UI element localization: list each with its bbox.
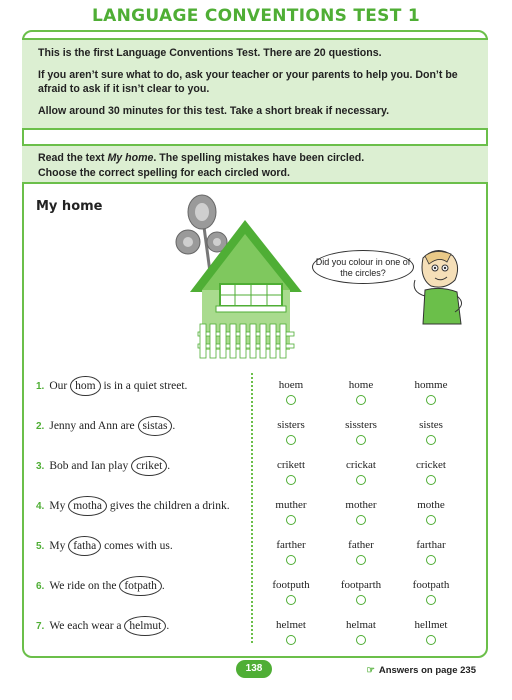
question-number: 3.: [36, 461, 45, 472]
intro-line-3: Allow around 30 minutes for this test. Take a short break if necessary.: [38, 105, 390, 117]
intro-panel: [22, 38, 488, 130]
page-title: LANGUAGE CONVENTIONS TEST 1: [92, 6, 420, 26]
answer-option: [396, 498, 466, 525]
question-text-before: Bob and Ian play: [49, 460, 129, 472]
intro-line-2: If you aren’t sure what to do, ask your teacher or your parents to help you. Don’t be afraid to ask if it isn’t clear to you.: [38, 69, 458, 95]
answer-option-label: cricket: [416, 459, 446, 471]
question-text-after: is in a quiet street.: [103, 380, 188, 392]
answer-option: [396, 578, 466, 605]
answer-option: [256, 378, 326, 405]
answer-option-label: sissters: [345, 419, 377, 431]
answer-option-label: sisters: [277, 419, 305, 431]
question-5: [36, 534, 173, 558]
answer-option-label: footparth: [340, 579, 382, 591]
answer-option: [396, 378, 466, 405]
circled-misspelled-word: criket: [131, 456, 167, 476]
question-number: 1.: [36, 381, 45, 392]
column-divider: [251, 373, 253, 643]
question-number: 2.: [36, 421, 45, 432]
answer-option: [396, 538, 466, 565]
question-text-after: .: [161, 580, 165, 592]
question-text-after: .: [172, 420, 176, 432]
answer-option: [326, 378, 396, 405]
circled-misspelled-word: fotpath: [119, 576, 162, 596]
answer-option-label: footpath: [412, 579, 450, 591]
house-illustration: [170, 192, 310, 362]
speech-bubble: Did you colour in one of the circles?: [312, 250, 414, 284]
page-number: 138: [236, 660, 272, 678]
answer-radio-circle[interactable]: [426, 595, 436, 605]
question-text-after: comes with us.: [104, 540, 173, 552]
answer-radio-circle[interactable]: [426, 475, 436, 485]
answer-option: [396, 618, 466, 645]
intro-line-1: This is the first Language Conventions Test. There are 20 questions.: [38, 47, 382, 59]
answer-option-label: farthar: [416, 539, 446, 551]
answer-option: [396, 458, 466, 485]
answer-option-label: mothe: [417, 499, 445, 511]
circled-misspelled-word: hom: [70, 376, 100, 396]
question-text-before: We each wear a: [49, 620, 122, 632]
answer-option: [396, 418, 466, 445]
answer-option-label: hellmet: [414, 619, 448, 631]
answer-radio-circle[interactable]: [426, 435, 436, 445]
answer-option: [256, 418, 326, 445]
instr-text-italic: My home: [107, 152, 154, 164]
question-7: [36, 614, 169, 638]
answer-option: [326, 458, 396, 485]
answer-radio-circle[interactable]: [356, 595, 366, 605]
answer-radio-circle[interactable]: [426, 555, 436, 565]
question-2: [36, 414, 175, 438]
question-text-before: We ride on the: [49, 580, 117, 592]
answer-radio-circle[interactable]: [356, 635, 366, 645]
answer-radio-circle[interactable]: [286, 555, 296, 565]
answer-radio-circle[interactable]: [286, 515, 296, 525]
circled-misspelled-word: sistas: [138, 416, 173, 436]
question-number: 7.: [36, 621, 45, 632]
answer-option-label: helmat: [346, 619, 376, 631]
answer-option: [256, 578, 326, 605]
instr-text-b: . The spelling mistakes have been circled.: [153, 152, 365, 164]
answer-radio-circle[interactable]: [286, 395, 296, 405]
answer-radio-circle[interactable]: [286, 595, 296, 605]
answer-option-label: footputh: [272, 579, 310, 591]
answer-option-label: hoem: [278, 379, 304, 391]
question-text-after: .: [167, 460, 171, 472]
answer-radio-circle[interactable]: [356, 435, 366, 445]
question-number: 6.: [36, 581, 45, 592]
answer-option-label: farther: [276, 539, 306, 551]
answer-option: [326, 538, 396, 565]
question-1: [36, 374, 187, 398]
question-text-before: My: [49, 500, 66, 512]
question-text-after: gives the children a drink.: [109, 500, 230, 512]
answer-radio-circle[interactable]: [426, 395, 436, 405]
circled-misspelled-word: fatha: [68, 536, 101, 556]
answer-option-label: home: [348, 379, 374, 391]
circled-misspelled-word: helmut: [124, 616, 166, 636]
answer-radio-circle[interactable]: [426, 635, 436, 645]
question-4: [36, 494, 230, 518]
answer-option: [326, 498, 396, 525]
answer-option: [326, 418, 396, 445]
answer-radio-circle[interactable]: [286, 435, 296, 445]
answer-option-label: crikett: [276, 459, 306, 471]
pointing-hand-icon: ☞: [366, 665, 375, 676]
girl-character-illustration: [405, 246, 475, 328]
instructions-line-2: Choose the correct spelling for each circled word.: [38, 167, 290, 179]
answer-option-label: helmet: [276, 619, 306, 631]
answer-option: [256, 498, 326, 525]
circled-misspelled-word: motha: [68, 496, 107, 516]
answer-option: [326, 618, 396, 645]
answer-option: [326, 578, 396, 605]
question-text-before: Our: [49, 380, 68, 392]
answer-radio-circle[interactable]: [426, 515, 436, 525]
question-3: [36, 454, 170, 478]
answer-option-label: homme: [414, 379, 448, 391]
answer-radio-circle[interactable]: [356, 515, 366, 525]
answer-radio-circle[interactable]: [286, 635, 296, 645]
answer-option-label: mother: [345, 499, 377, 511]
answer-option-label: muther: [275, 499, 307, 511]
question-6: [36, 574, 165, 598]
answer-radio-circle[interactable]: [356, 475, 366, 485]
answers-note-text: Answers on page 235: [378, 665, 476, 676]
instructions-line-1: [38, 151, 472, 166]
answer-option: [256, 458, 326, 485]
instructions-panel: [22, 144, 488, 184]
answer-radio-circle[interactable]: [356, 555, 366, 565]
question-text-before: Jenny and Ann are: [49, 420, 135, 432]
answer-option-label: sistes: [419, 419, 443, 431]
answer-option: [256, 538, 326, 565]
answer-radio-circle[interactable]: [356, 395, 366, 405]
answers-note: [366, 665, 476, 676]
answer-option-label: crickat: [346, 459, 376, 471]
story-title: My home: [36, 199, 103, 214]
instr-text-a: Read the text: [38, 152, 108, 164]
answer-option-label: father: [348, 539, 374, 551]
answer-option: [256, 618, 326, 645]
question-text-after: .: [166, 620, 170, 632]
question-number: 4.: [36, 501, 45, 512]
question-text-before: My: [49, 540, 66, 552]
answer-radio-circle[interactable]: [286, 475, 296, 485]
question-number: 5.: [36, 541, 45, 552]
